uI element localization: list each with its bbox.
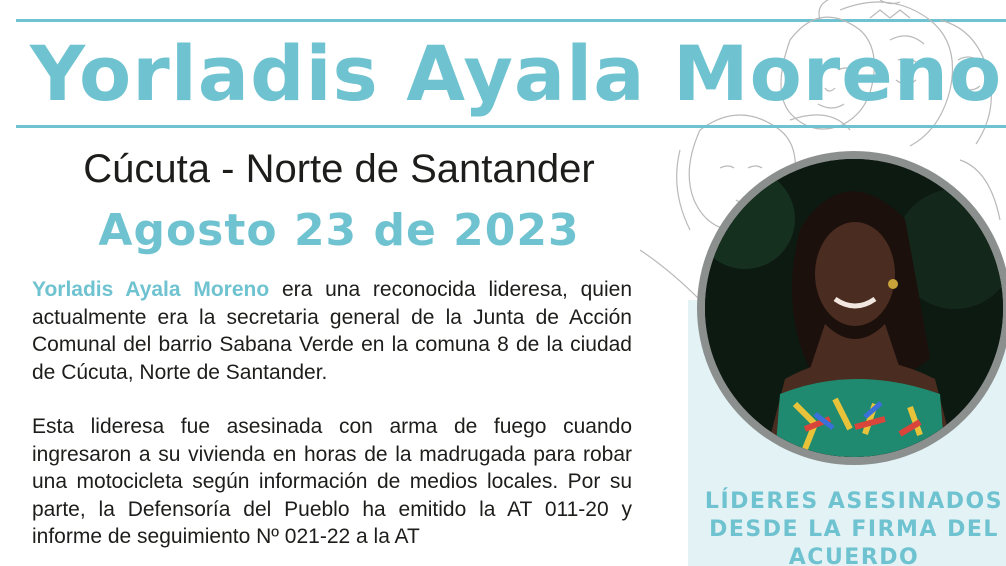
- portrait-photo: [705, 159, 1003, 457]
- highlighted-name: Yorladis Ayala Moreno: [32, 278, 270, 301]
- title-underline-rule: [16, 125, 1006, 128]
- sidebar-heading: LÍDERES ASESINADOS DESDE LA FIRMA DEL ACUERDO: [704, 489, 1004, 566]
- date-heading: Agosto 23 de 2023: [98, 205, 580, 256]
- article-body: [32, 276, 632, 566]
- top-rule: [16, 19, 1006, 22]
- page-title: Yorladis Ayala Moreno: [30, 29, 1003, 118]
- article-paragraph-2: Esta lideresa fue asesinada con arma de fuego cuando ingresaron a su vivienda en horas de la madrugada para robar una motocicleta según información de medios locales. Por su parte, la Defensoría del Pueblo ha emitido la AT 011-20 y informe de seguimiento Nº 021-22 a la AT: [32, 415, 632, 548]
- location-subtitle: Cúcuta - Norte de Santander: [83, 147, 595, 191]
- paragraph-1-text: era una reconocida lideresa, quien actualmente era la secretaria general de la Junta de Acción Comunal del barrio Sabana Verde en la comuna 8 de la ciudad de Cúcuta, Norte de Santander.: [32, 278, 632, 384]
- article-paragraph-1: [32, 276, 632, 386]
